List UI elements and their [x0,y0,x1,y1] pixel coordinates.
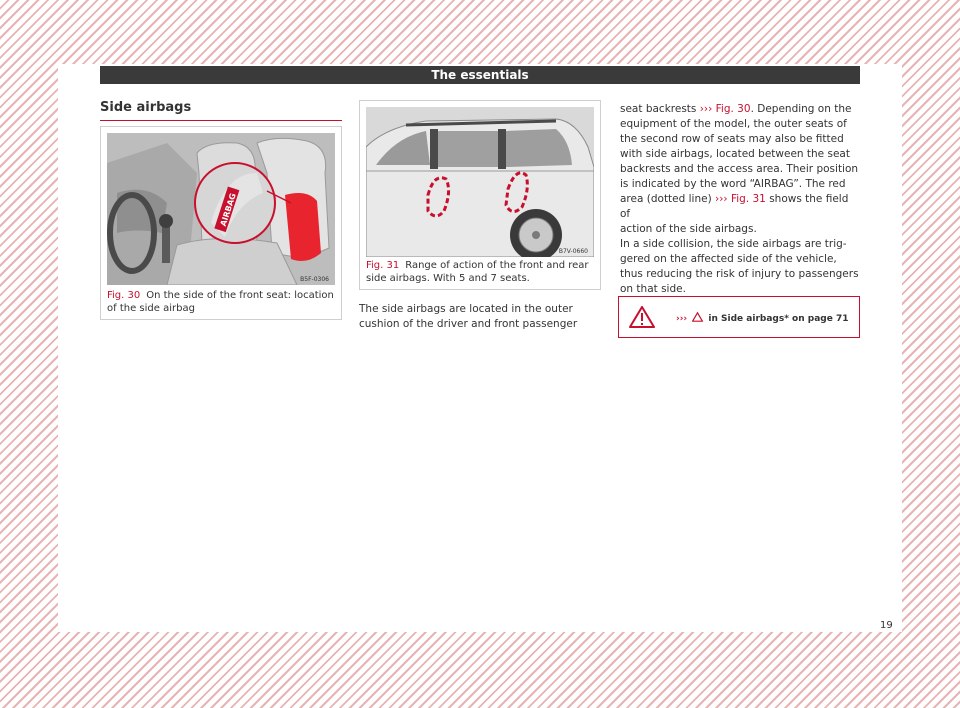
figure-31-caption-line1: Range of action of the front and rear [405,260,589,271]
chapter-header: The essentials [100,66,860,84]
figure-30-image [107,133,335,285]
figure-31-caption-line2: side airbags. With 5 and 7 seats. [366,273,530,284]
figure-31-image [366,107,594,257]
col3-p2-line2: gered on the affected side of the vehicle, [620,253,837,265]
warning-arrows: ››› [676,314,688,324]
page-number: 19 [880,620,893,631]
figure-30 [100,126,342,320]
figure-30-code: B5F-0306 [300,276,329,283]
figure-31-code: B7V-0660 [558,248,588,255]
airbag-label: AIRBAG [218,192,238,228]
warning-triangle-icon [629,306,655,328]
col3-line1-pre: seat backrests [620,103,700,115]
col3-line7-pre: area (dotted line) [620,193,716,205]
warning-text: in Side airbags* on page 71 [708,314,849,324]
col3-p2-line4: on that side. [620,283,686,295]
car-side-illustration [366,107,594,257]
col3-line6: is indicated by the word “AIRBAG”. The red [620,178,846,190]
col2-line1: The side airbags are located in the outer [359,303,573,315]
figure-31-caption [366,259,596,285]
warning-reference[interactable] [676,312,849,324]
col3-line8: action of the side airbags. [620,223,757,235]
figure-31-label: Fig. 31 [366,260,400,271]
col3-line1-post: . Depending on the [750,103,852,115]
column-3-text [620,102,860,297]
column-2-text [359,302,599,332]
col3-line3: the second row of seats may also be fitted [620,133,844,145]
small-warning-icon [692,312,703,322]
col3-line4: with side airbags, located between the seat [620,148,850,160]
section-title: Side airbags [100,100,192,115]
fig31-reference-link[interactable]: ››› Fig. 31 [715,193,766,205]
col2-line2: cushion of the driver and front passenger [359,318,578,330]
section-title-rule [100,120,342,121]
figure-30-caption-line1: On the side of the front seat: location [146,290,334,301]
col3-p2-line3: thus reducing the risk of injury to passengers [620,268,859,280]
seat-illustration [107,133,335,285]
fig30-reference-link[interactable]: ››› Fig. 30 [699,103,751,115]
col3-p2-line1: In a side collision, the side airbags are trig- [620,238,847,250]
col3-line7-post: shows the field of [620,193,849,220]
col3-line2: equipment of the model, the outer seats of [620,118,847,130]
figure-31 [359,100,601,290]
col3-line5: backrests and the access area. Their position [620,163,859,175]
figure-30-label: Fig. 30 [107,290,141,301]
figure-30-caption-line2: of the side airbag [107,303,195,314]
figure-30-caption [107,289,337,315]
